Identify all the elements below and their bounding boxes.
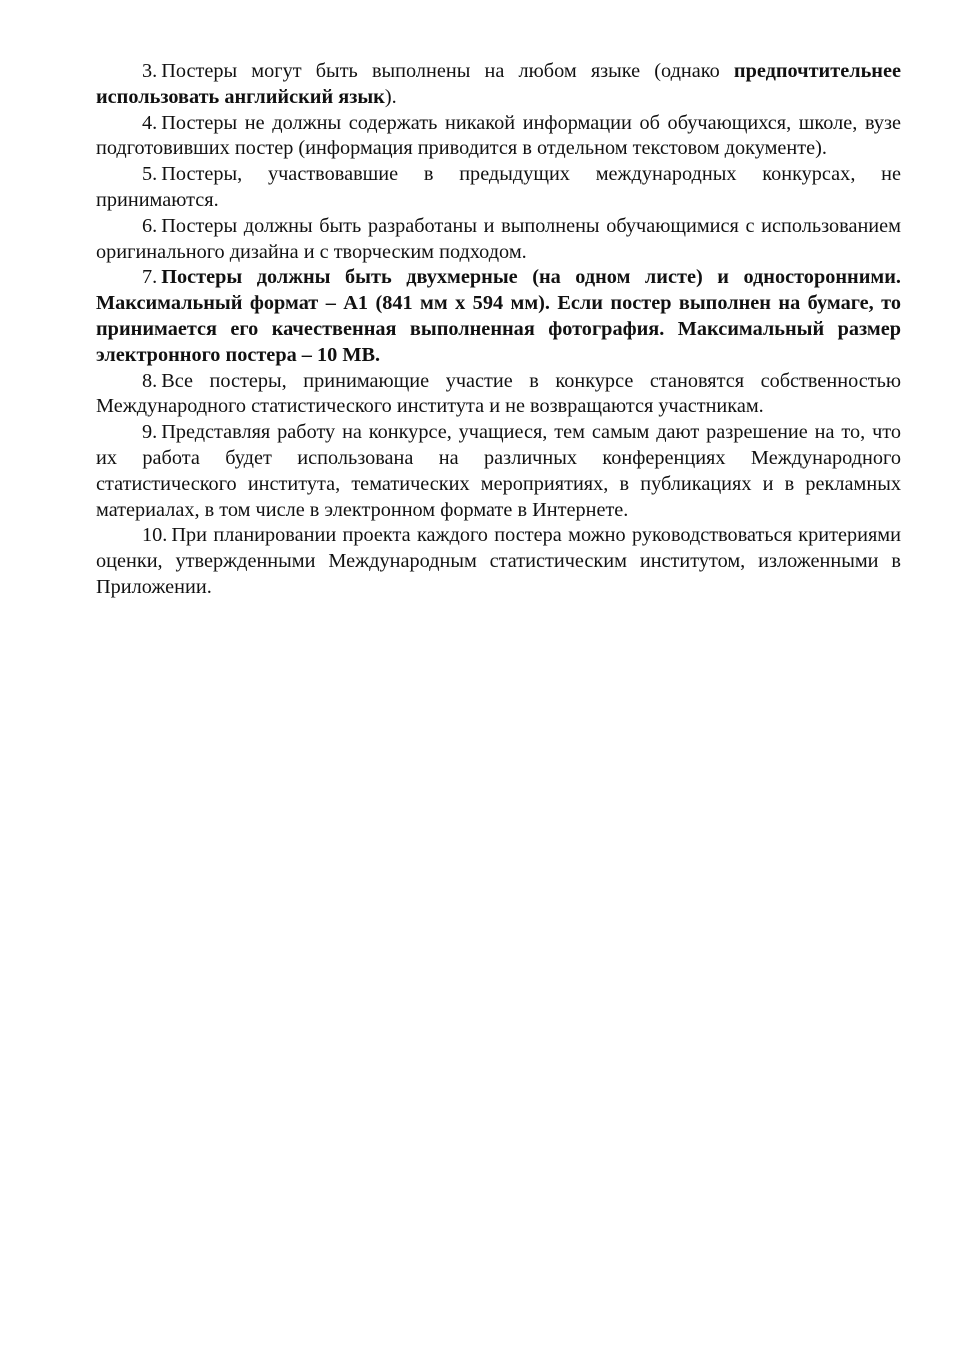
- list-item-6: [96, 214, 901, 266]
- list-item-text: Представляя работу на конкурсе, учащиеся, тем самым дают разрешение на то, что их работа будет использована на различных конференциях Международного статистического института, тематических мероприятиях, в публикациях и в рекламных материалах, в том числе в электронном формате в Интернете.: [96, 421, 901, 521]
- list-item-bold-text: Постеры должны быть двухмерные (на одном листе) и односторонними. Максимальный формат – А1 (841 мм х 594 мм). Если постер выполнен на бумаге, то принимается его качественная выполненная фотография. Максимальный размер электронного постера – 10 MB.: [96, 266, 901, 366]
- list-item-number: 3.: [142, 60, 158, 82]
- document-page: [96, 59, 901, 601]
- list-item-text: Постеры должны быть разработаны и выполнены обучающимися с использованием оригинального дизайна и с творческим подходом.: [96, 214, 901, 263]
- list-item-text: Все постеры, принимающие участие в конкурсе становятся собственностью Международного статистического института и не возвращаются участникам.: [96, 369, 901, 418]
- list-item-number: 10.: [142, 524, 168, 547]
- list-item-number: 7.: [142, 266, 158, 289]
- list-item-bold-text: предпочтительнее использовать английский язык: [96, 60, 901, 108]
- list-item-number: 6.: [142, 214, 158, 237]
- list-item-text: Постеры не должны содержать никакой информации об обучающихся, школе, вузе подготовивших постер (информация приводится в отдельном текстовом документе).: [96, 111, 901, 160]
- list-item-8: [96, 369, 901, 421]
- list-item-text: При планировании проекта каждого постера можно руководствоваться критериями оценки, утвержденными Международным статистическим институтом, изложенными в Приложении.: [96, 524, 901, 598]
- list-item-text: Постеры могут быть выполнены на любом языке (однако: [161, 60, 734, 82]
- list-item-7: [96, 265, 901, 368]
- list-item-number: 8.: [142, 369, 158, 392]
- list-item-number: 4.: [142, 111, 158, 134]
- list-item-number: 9.: [142, 421, 158, 444]
- list-item-5: [96, 162, 901, 214]
- list-item-9: [96, 420, 901, 523]
- list-item-4: [96, 111, 901, 163]
- list-item-text: Постеры, участвовавшие в предыдущих международных конкурсах, не принимаются.: [96, 163, 901, 211]
- list-item-10: [96, 523, 901, 600]
- list-item-text-end: ).: [384, 85, 397, 108]
- list-item-3: [96, 59, 901, 111]
- list-item-number: 5.: [142, 163, 158, 186]
